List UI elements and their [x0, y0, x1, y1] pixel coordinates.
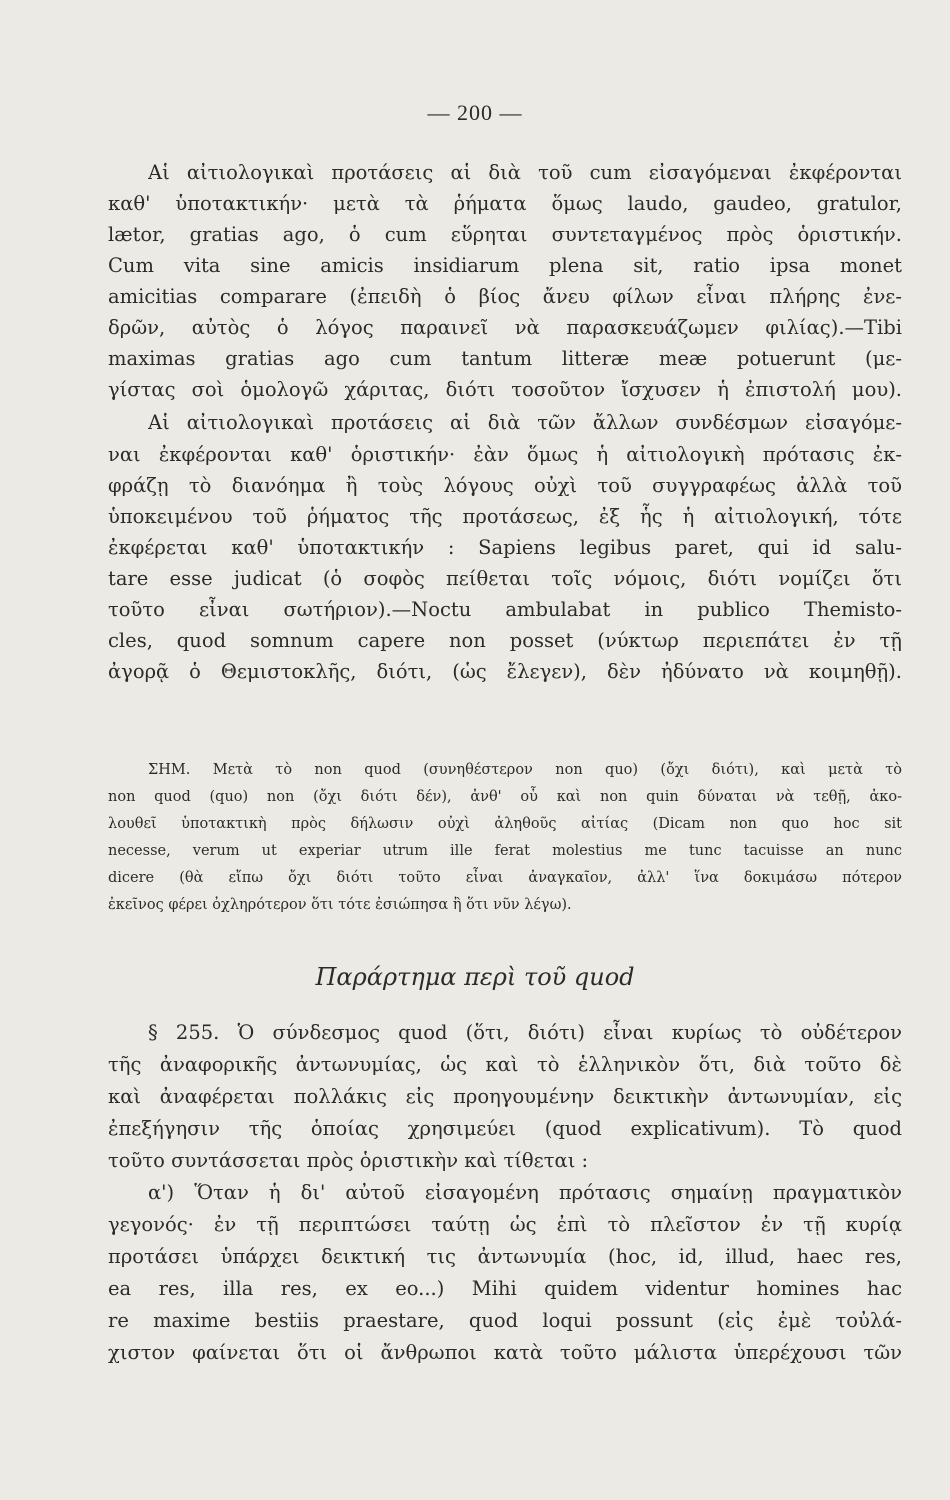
- text-line: προτάσει ὑπάρχει δεικτική τις ἀντωνυμία (hoc, id, illud, haec res,: [108, 1245, 902, 1268]
- text-line: γεγονός· ἐν τῇ περιπτώσει ταύτῃ ὡς ἐπὶ τὸ πλεῖστον ἐν τῇ κυρίᾳ: [108, 1213, 902, 1236]
- text-line: ἀγορᾷ ὁ Θεμιστοκλῆς, διότι, (ὡς ἔλεγεν), δὲν ἠδύνατο νὰ κοιμηθῇ).: [108, 660, 902, 683]
- note-line: ΣΗΜ. Μετὰ τὸ non quod (συνηθέστερον non quo) (ὄχι διότι), καὶ μετὰ τὸ: [148, 762, 902, 778]
- text-line: καθ' ὑποτακτικήν· μετὰ τὰ ῥήματα ὅμως laudo, gaudeo, gratulor,: [108, 192, 902, 215]
- note-line: dicere (θὰ εἴπω ὄχι διότι τοῦτο εἶναι ἀναγκαῖον, ἀλλ' ἵνα δοκιμάσω πότερον: [108, 870, 902, 886]
- text-line: δρῶν, αὐτὸς ὁ λόγος παραινεῖ νὰ παρασκευάζωμεν φιλίας).—Tibi: [108, 316, 902, 339]
- note-line: non quod (quo) non (ὄχι διότι δέν), ἀνθ' οὗ καὶ non quin δύναται νὰ τεθῇ, ἀκο-: [108, 789, 902, 805]
- text-line: tare esse judicat (ὁ σοφὸς πείθεται τοῖς νόμοις, διότι νομίζει ὅτι: [108, 567, 902, 590]
- page-number: — 200 —: [427, 100, 523, 125]
- text-line: § 255. Ὁ σύνδεσμος quod (ὅτι, διότι) εἶναι κυρίως τὸ οὐδέτερον: [148, 1021, 902, 1044]
- text-line: re maxime bestiis praestare, quod loqui possunt (εἰς ἐμὲ τοὐλά-: [108, 1309, 902, 1332]
- note-line: λουθεῖ ὑποτακτικὴ πρὸς δήλωσιν οὐχὶ ἀληθοῦς αἰτίας (Dicam non quo hoc sit: [108, 816, 902, 832]
- text-line: amicitias comparare (ἐπειδὴ ὁ βίος ἄνευ φίλων εἶναι πλήρης ἐνε-: [108, 285, 902, 308]
- note-line: ἐκεῖνος φέρει ὀχληρότερον ὅτι τότε ἐσιώπησα ἢ ὅτι νῦν λέγω).: [108, 897, 572, 913]
- text-line: Αἱ αἰτιολογικαὶ προτάσεις αἱ διὰ τῶν ἄλλων συνδέσμων εἰσαγόμε-: [148, 411, 902, 434]
- text-line: ναι ἐκφέρονται καθ' ὁριστικήν· ἐὰν ὅμως ἡ αἰτιολογικὴ πρότασις ἐκ-: [108, 443, 902, 466]
- text-line: τῆς ἀναφορικῆς ἀντωνυμίας, ὡς καὶ τὸ ἑλληνικὸν ὅτι, διὰ τοῦτο δὲ: [108, 1053, 902, 1076]
- text-line: Cum vita sine amicis insidiarum plena sit, ratio ipsa monet: [108, 254, 902, 277]
- text-line: ea res, illa res, ex eo...) Mihi quidem videntur homines hac: [108, 1277, 902, 1300]
- text-line: γίστας σοὶ ὁμολογῶ χάριτας, διότι τοσοῦτον ἴσχυσεν ἡ ἐπιστολή μου).: [108, 378, 902, 401]
- text-line: ὑποκειμένου τοῦ ῥήματος τῆς προτάσεως, ἐξ ἧς ἡ αἰτιολογική, τότε: [108, 505, 902, 528]
- section-heading: Παράρτημα περὶ τοῦ quod: [315, 963, 635, 991]
- text-line: τοῦτο εἶναι σωτήριον).—Noctu ambulabat in publico Themisto-: [108, 598, 902, 621]
- text-line: φράζῃ τὸ διανόημα ἢ τοὺς λόγους οὐχὶ τοῦ συγγραφέως ἀλλὰ τοῦ: [108, 474, 902, 497]
- text-line: τοῦτο συντάσσεται πρὸς ὁριστικὴν καὶ τίθεται :: [108, 1149, 589, 1172]
- text-line: Αἱ αἰτιολογικαὶ προτάσεις αἱ διὰ τοῦ cum εἰσαγόμεναι ἐκφέρονται: [148, 161, 902, 184]
- text-line: maximas gratias ago cum tantum litteræ meæ potuerunt (με-: [108, 347, 902, 370]
- text-line: ἐκφέρεται καθ' ὑποτακτικήν : Sapiens legibus paret, qui id salu-: [108, 536, 902, 559]
- text-line: cles, quod somnum capere non posset (νύκτωρ περιεπάτει ἐν τῇ: [108, 629, 902, 652]
- text-line: ἐπεξήγησιν τῆς ὁποίας χρησιμεύει (quod explicativum). Τὸ quod: [108, 1117, 902, 1140]
- text-line: α') Ὅταν ἡ δι' αὐτοῦ εἰσαγομένη πρότασις σημαίνῃ πραγματικὸν: [148, 1181, 902, 1204]
- text-line: χιστον φαίνεται ὅτι οἱ ἄνθρωποι κατὰ τοῦτο μάλιστα ὑπερέχουσι τῶν: [108, 1341, 902, 1364]
- note-line: necesse, verum ut experiar utrum ille ferat molestius me tunc tacuisse an nunc: [108, 843, 902, 859]
- text-line: καὶ ἀναφέρεται πολλάκις εἰς προηγουμένην δεικτικὴν ἀντωνυμίαν, εἰς: [108, 1085, 902, 1108]
- text-line: lætor, gratias ago, ὁ cum εὕρηται συντεταγμένος πρὸς ὁριστικήν.: [108, 223, 902, 246]
